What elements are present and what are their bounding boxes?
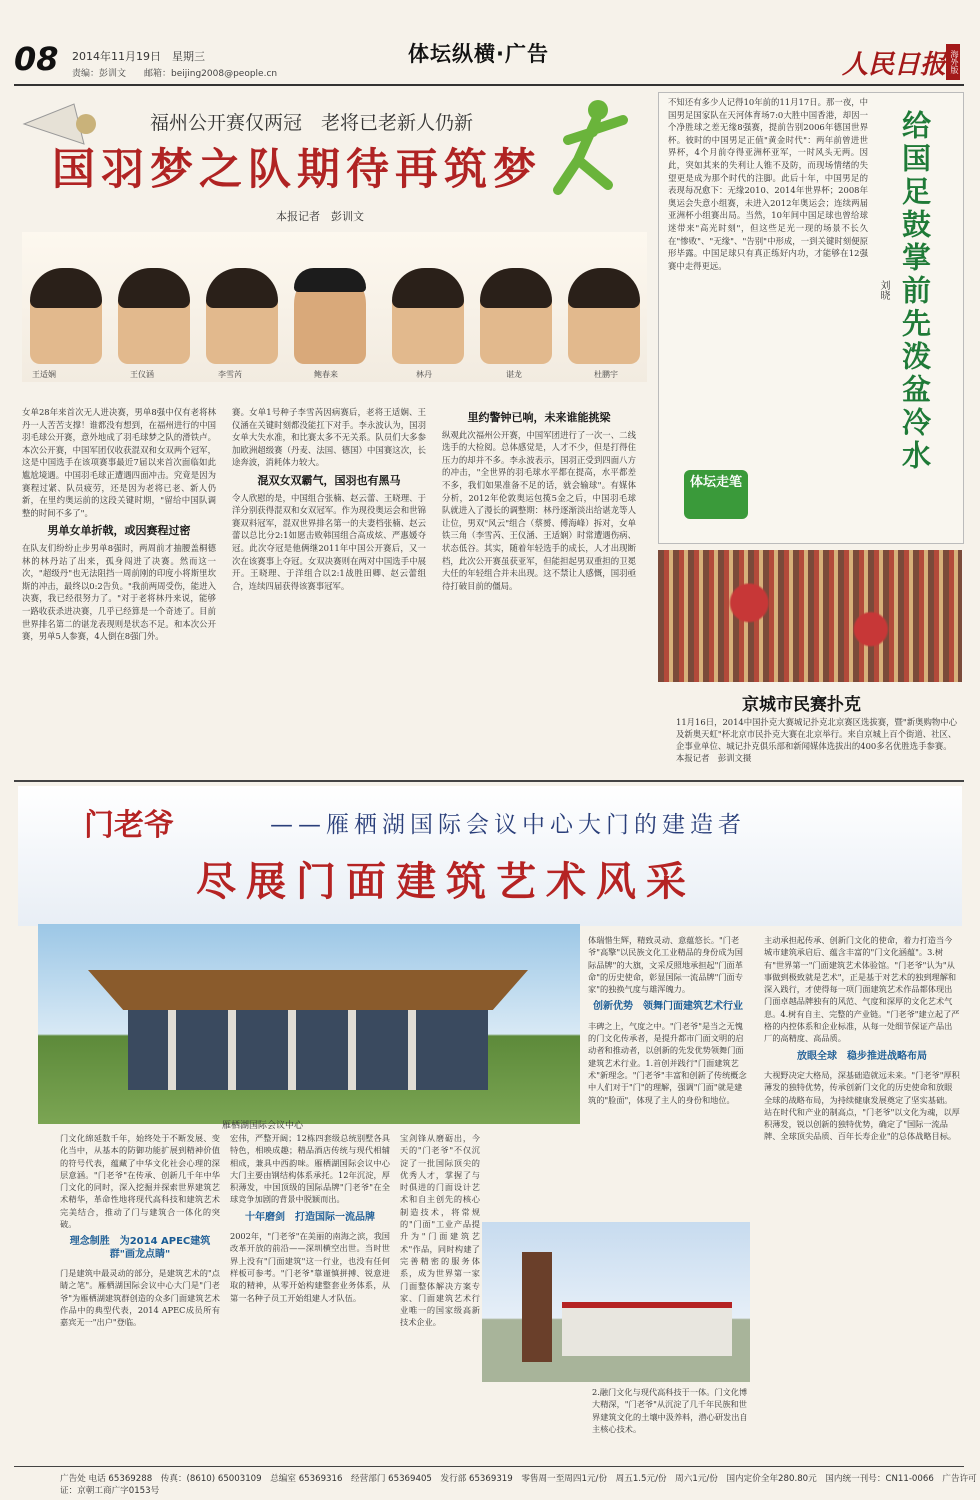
- gate-caption: 2.融门文化与现代高科技于一体。门文化博大精深，"门老爷"从沉淀了几千年民族和世界建筑文化的土壤中汲养料，潜心研发出自主核心技术。: [592, 1387, 748, 1434]
- player-name: 谌龙: [506, 370, 522, 379]
- footer-rule: [14, 1466, 964, 1467]
- footer-info: 广告处 电话 65369288 传真：(8610) 65003109 总编室 65369316 经营部门 65369405 发行部 65369319 零售周一至周四1元/份 周五1.5元/份 周六1元/份 国内定价全年280.80元 国内统一刊号：CN11-0066 广告许可证：京朝工商广字0153号: [60, 1474, 977, 1496]
- section-heading: 放眼全球 稳步推进战略布局: [797, 1050, 927, 1062]
- photo-caption: 雁栖湖国际会议中心: [222, 1121, 304, 1131]
- article-column: [22, 406, 216, 776]
- body-text: 主动承担起传承、创新门文化的使命，着力打造当今城市建筑承启后、蕴含丰富的"门文化涵蕴"。3.树有"世界第一"门面建筑艺术体验馆。"门老爷"认为"从事做到极致就是艺术"，正是基于对艺术的独到理解和深入践行，才使得每一项门面建筑艺术作品都体现出门面卓越品牌独有的风范、气度和深厚的文化艺术气息。4.树有自主、完整的产业链。"门老爷"建立起了严格的内控体系和企业标准，从每一处细节保证产品出厂的高精度、高品质。: [764, 935, 960, 1044]
- feature-column: [60, 1132, 220, 1462]
- player-photo: [480, 268, 552, 364]
- body-text: 丰碑之上，气度之中。"门老爷"是当之无愧的门文化传承者，是提升都市门面文明的启动者和推动者，以创新的先发优势领舞门面建筑艺术行业。1.首创并践行"门面建筑艺术"新理念。"门老爷"丰富和创新了传统概念中人们对于"门"的理解，强调"门面"就是建筑的"脸面"，体现了主人的身份和地位。: [588, 1020, 747, 1105]
- player-name: 王适娴: [32, 370, 56, 379]
- conference-center-photo: [38, 924, 580, 1124]
- player-photo: [568, 268, 640, 364]
- newspaper-logo: 人民日报: [842, 50, 947, 80]
- player-photo: [294, 268, 366, 364]
- players-photo: [22, 232, 647, 382]
- editor-line: 责编：彭训文 邮箱：beijing2008@people.cn: [72, 69, 278, 79]
- gate-photo: [482, 1222, 750, 1382]
- body-text: 赛。女单1号种子李雪芮因病赛后，老将王适娴、王仪涵在关键时刻都没能扛下对手。李永波认为，国羽女单大失水准，和比赛太多不无关系。队员们大多参加欧洲超级赛（丹麦、法国、德国）中国赛这次，长途奔波，消耗体力较大。: [232, 407, 426, 468]
- player-name: 李雪芮: [218, 370, 242, 379]
- section-title: 体坛纵横·广告: [408, 42, 549, 66]
- section-heading: 十年磨剑 打造国际一流品牌: [245, 1211, 375, 1223]
- photo-headline: 京城市民赛扑克: [742, 695, 861, 715]
- body-text: 女单28年来首次无人进决赛，男单8强中仅有老将林丹一人苦苦支撑！谁都没有想到，在福州进行的中国羽毛球公开赛，意外地成了羽毛球梦之队的滑铁卢。本次公开赛，中国军团仅收获混双和女双两个冠军，这是中国选手在该项赛事最近7届以来首次面临如此尴尬境遇。中国羽毛球正遭遇四面冲击。究竟是因为赛程过紧、队员疲劳，还是因为老将已老、新人仍新，在里约奥运前的这段关键时期，"留给中国队调整的时间不多了"。: [22, 407, 216, 518]
- body-text: 宏伟，严整开阔；12栋四套级总统别墅各具特色，相映成趣；精品酒店传统与现代相辅相成，兼具中西韵味。雁栖湖国际会议中心大门主要由钢结构体系承托。12年沉淀，厚积薄发，中国顶级的国际品牌"门老爷"在全球竞争加剧的背景中脱颖而出。: [230, 1133, 390, 1205]
- poker-event-photo: [658, 550, 962, 682]
- badminton-player-icon: [538, 90, 638, 200]
- feature-column: [764, 934, 960, 1464]
- photo-credit: 本报记者 彭训文摄: [676, 753, 752, 763]
- body-text: 大视野决定大格局，深基础造就远未来。"门老爷"厚积薄发的独特优势，传承创新门文化的历史使命和放眼全球的战略布局，为持续健康发展奠定了坚实基础。站在时代和产业的制高点，"门老爷"以文化为魂，以厚积薄发，锐以创新的独特优势，确定了"国际一流品牌、全球顶尖品质、百年长寿企业"的总体战略目标。: [764, 1069, 960, 1142]
- player-name: 林丹: [416, 370, 432, 379]
- body-text: 门文化绵延数千年，始终处于不断发展、变化当中，从基本的防御功能扩展到精神价值的符号代表，蕴藏了中华文化社会心理的深层意涵。"门老爷"在传承、创新几千年中华门文化的同时，深入挖掘并探索世界建筑艺术精华，革命性地将现代高科技和建筑艺术完美结合，推动了门与建筑合一体化的突破。: [60, 1133, 220, 1230]
- player-name: 鲍春来: [314, 370, 338, 379]
- column-badge: 体坛走笔: [684, 470, 748, 519]
- body-text: 令人欣慰的是，中国组合张楠、赵云蕾、王晓理、于洋分别获得混双和女双冠军。作为现役奥运会和世锦赛双料冠军，混双世界排名第一的夫妻档张楠、赵云蕾以总比分2:1如愿击败韩国组合高成炫、严惠媛夺冠。此次夺冠是他俩继2011年中国公开赛后，又一次在该赛事上夺冠。女双决赛则在两对中国选手中展开。王晓理、于洋组合以2:1战胜田卿、赵云蕾组合，连续四届获得该赛事冠军。: [232, 492, 426, 591]
- sidebar-author: 刘晓: [878, 280, 889, 300]
- article-body: [22, 406, 652, 776]
- player-photo: [30, 268, 102, 364]
- photo-text: [676, 716, 962, 774]
- photo-body: 11月16日，2014中国扑克大赛城记扑克北京赛区选拔赛，暨"新奥购物中心及新奥天虹"杯北京市民扑克大赛在北京举行。来自京城上百个街道、社区、企事业单位、城记扑克俱乐部和新闻媒体选拔出的400多名优胜选手参赛。: [676, 717, 957, 751]
- section-heading: 男单女单折戟，或因赛程过密: [47, 524, 191, 538]
- article-column: [442, 406, 636, 776]
- sidebar-text: 不知还有多少人记得10年前的11月17日。那一夜，中国男足国家队在天河体育场7:0大胜中国香港，却因一个净胜球之差无缘8强赛，提前告别2006年德国世界杯。彼时的中国男足正值"黄金时代"：两年前曾进世界杯，4个月前夺得亚洲杯亚军，一时风头无两。因此，突如其来的失利让人锥不及防，而现场情绪的失望更是成为那个时代的注脚。此后十年，中国男足的表现每况愈下：无缘2010、2014年世界杯；2008年奥运会失意小组赛，未进入2012年奥运会；连续两届亚洲杯小组赛出局。当然，10年间中国足球也曾给球迷带来"高光时刻"，但这些足光一现的场景不长久在"惨败"、"无缘"、"告别"中形成，一到关键时刻便原形毕露。中国足球只有真正练好内功，才能够在12强赛中走得更远。: [668, 97, 868, 271]
- divider-rule: [14, 780, 964, 782]
- player-name: 王仪涵: [130, 370, 154, 379]
- player-photo: [206, 268, 278, 364]
- player-photo: [118, 268, 190, 364]
- section-heading: 混双女双霸气，国羽也有黑马: [257, 473, 401, 487]
- top-rule: [14, 84, 964, 86]
- feature-column: [400, 1132, 480, 1462]
- feature-title-sub: ——雁栖湖国际会议中心大门的建造者: [270, 812, 746, 838]
- body-text: 门是建筑中最灵动的部分，是建筑艺术的"点睛之笔"。雁栖湖国际会议中心大门是"门老爷"为雁栖湖建筑群创造的众多门面建筑艺术作品中的典型代表，2014 APEC成员所有嘉宾无一"出户"登临。: [60, 1267, 220, 1328]
- section-heading: 创新优势 领舞门面建筑艺术行业: [593, 1001, 743, 1013]
- article-headline: 国羽梦之队期待再筑梦: [52, 145, 542, 195]
- page-number: 08: [14, 40, 59, 78]
- feature-title-brand: 门老爷: [84, 808, 174, 843]
- player-photo: [392, 268, 464, 364]
- player-name: 杜鹏宇: [594, 370, 618, 379]
- feature-column: [230, 1132, 390, 1462]
- article-byline: 本报记者 彭训文: [276, 210, 364, 223]
- issue-date: 2014年11月19日 星期三: [72, 50, 205, 63]
- section-heading: 理念制胜 为2014 APEC建筑群"画龙点睛": [69, 1236, 211, 1260]
- feature-column: [588, 934, 748, 1224]
- body-text: 2002年，"门老爷"在美丽的南海之滨，我国改革开放的前沿——深圳横空出世。当时世界上没有"门面建筑"这一行业，也没有任何样板可参考。"门老爷"靠谨慎拼搏、锐意进取的精神，从零开始构建整套业务体系，从第一名种子员工开始组建人才队伍。: [230, 1231, 390, 1303]
- body-text: 体瑞惜生辉，精致灵动、意蕴悠长。"门老爷"高擎"以民族文化工业精品的身份成为国际品牌"的大旗，文采反照地承担起"门面革命"的历史使命，彰显国际一流品牌"门面专家"的独换气度与雄浑魄力。: [588, 935, 743, 995]
- sidebar-title: 给国足鼓掌前先泼盆冷水: [898, 110, 932, 473]
- edition-tag: 海外版: [946, 44, 960, 80]
- feature-title-main: 尽展门面建筑艺术风采: [196, 859, 696, 905]
- section-heading: 里约警钟已响，未来谁能挑梁: [467, 411, 611, 424]
- article-subhead: 福州公开赛仅两冠 老将已老新人仍新: [150, 112, 474, 134]
- body-text: 宝剑锋从磨砺出，今天的"门老爷"不仅沉淀了一批国际顶尖的优秀人才，掌握了与时俱进的门面设计艺术和自主创先的核心制造技术，将常规的"门面"工业产品提升为"门面建筑艺术"作品，同时构建了完善精密的服务体系，成为世界第一家门面整体解决方案专家、门面建筑艺术行业唯一的国家级高新技术企业。: [400, 1133, 480, 1328]
- body-text: 在队友们纷纷止步男单8强时，两周前才抽腰盖桐德林的林丹站了出来，孤身闯进了决赛。然而这一次，"超级丹"也无法阻挡一周前刚的印度小将斯里坎斯的冲击，最终以0:2告负。"我前两周受伤，能进入决赛，我已经很努力了。"对于老将林丹来说，能够一路收获杀进决赛，几乎已经算是一个奇迹了。目前世界排名第二的谌龙表现则是状态不足。和本次公开赛，男单5人参赛，4人倒在8强门外。: [22, 542, 216, 642]
- body-text: 纵观此次福州公开赛，中国军团进行了一次一、二线选手的大检阅。总体感觉是，人才不少，但是打得住压力的却并不多。李永波表示，国羽正受到四面八方的冲击，"全世界的羽毛球水平都在提高，水平都差不多，我们如果准备不足的话，就会输球"。有媒体分析，2012年伦敦奥运包揽5金之后，中国羽毛球队就进入了漫长的调整期：林丹逐渐淡出给谌龙等人让位，男双"风云"组合（蔡赟、傅海峰）拆对，女单铁三角（李雪芮、王仪涵、王适娴）时常遭遇伤病、状态低谷。其实，随着年轻选手的成长，人才出现断档，此次公开赛虽获亚军，但能担起男双重担的卫冕大任的年轻组合并未出现。这不禁让人感慨，国羽亟待打破目前的僵局。: [442, 429, 636, 591]
- article-column: [232, 406, 426, 776]
